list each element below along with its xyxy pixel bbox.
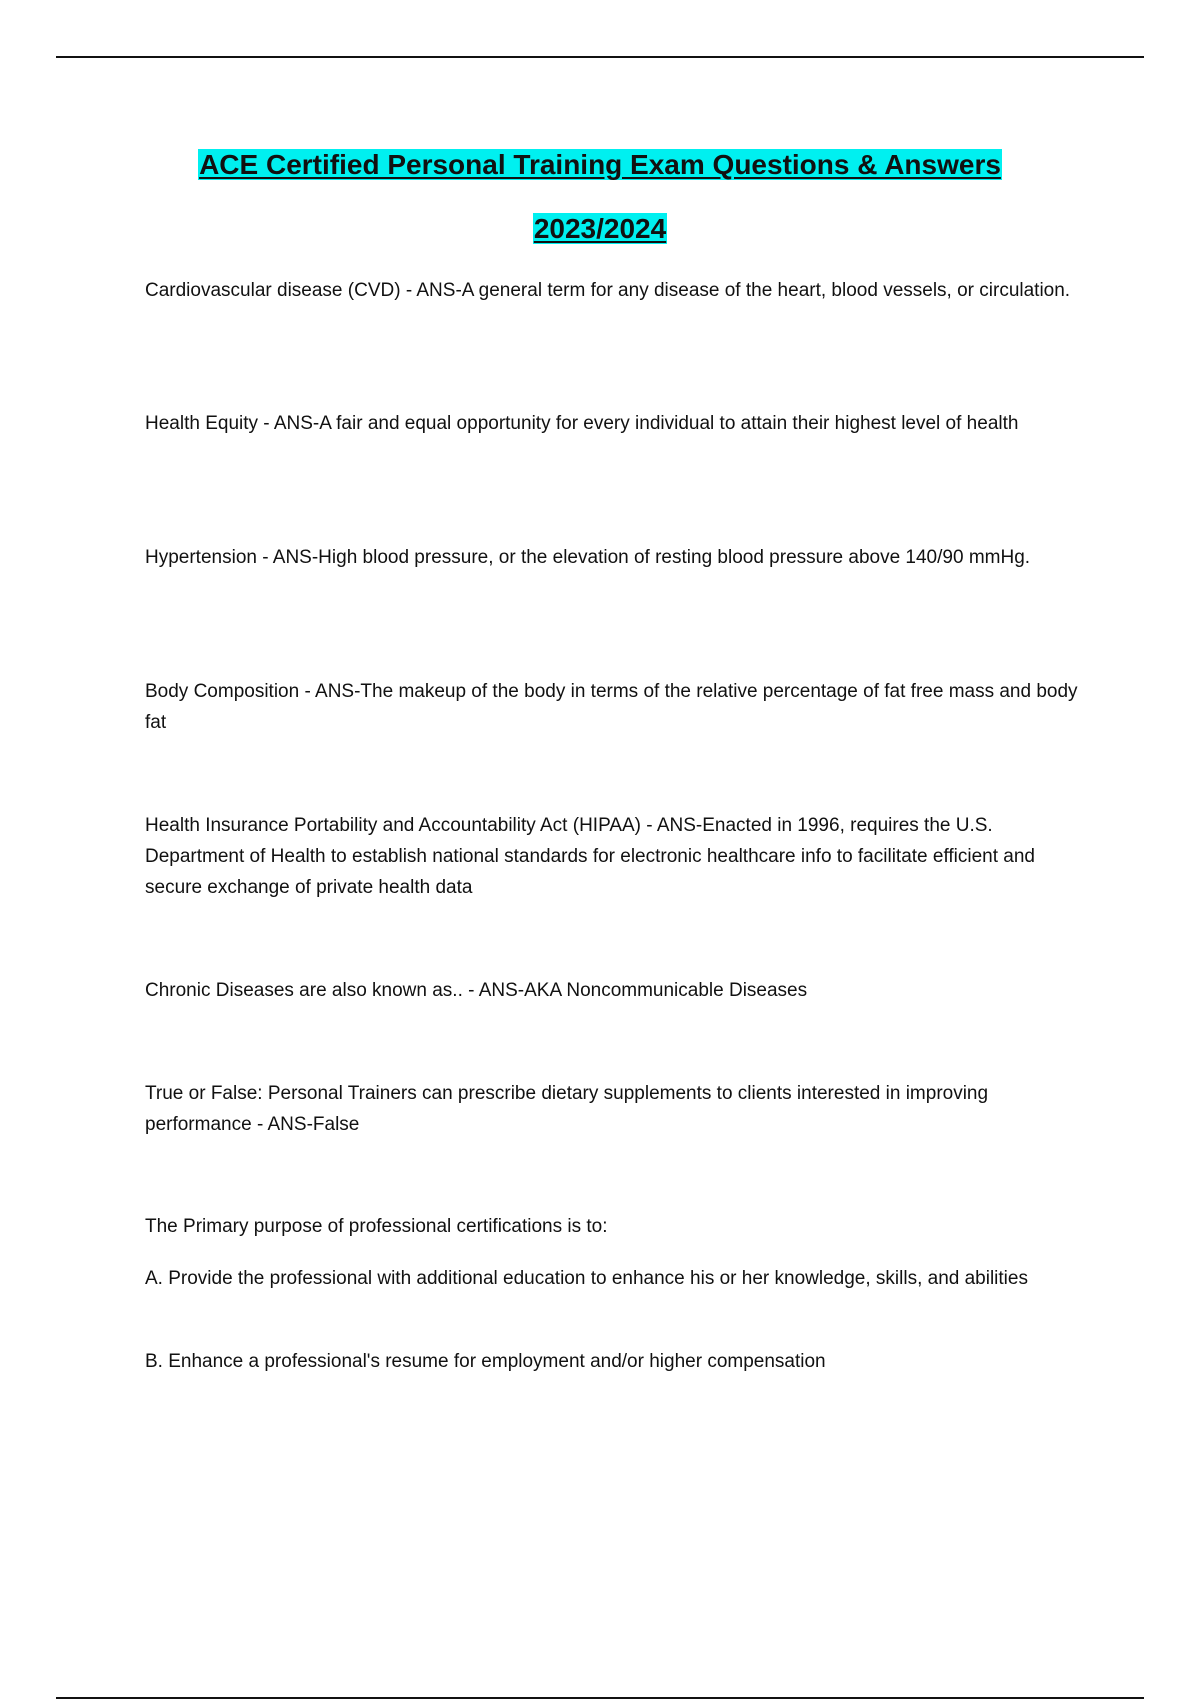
- qa-entry-hypertension: Hypertension - ANS-High blood pressure, or the elevation of resting blood pressure above 140/90 mmHg.: [145, 547, 1031, 568]
- qa-entry-cvd: Cardiovascular disease (CVD) - ANS-A general term for any disease of the heart, blood vessels, or circulation.: [145, 280, 1071, 301]
- answer-option-a: A. Provide the professional with additional education to enhance his or her knowledge, skills, and abilities: [145, 1268, 1028, 1289]
- qa-entry-hipaa: Health Insurance Portability and Accountability Act (HIPAA) - ANS-Enacted in 1996, requires the U.S. Department of Health to establish national standards for electronic healthcare info to facilitate efficient and secure exchange of private health data: [145, 815, 1036, 898]
- title-line-1: ACE Certified Personal Training Exam Questions & Answers: [199, 149, 1001, 180]
- qa-entry-body-composition: Body Composition - ANS-The makeup of the body in terms of the relative percentage of fat free mass and body fat: [145, 681, 1078, 733]
- answer-option-b: B. Enhance a professional's resume for employment and/or higher compensation: [145, 1351, 826, 1372]
- document-title: [0, 148, 1200, 182]
- question-certification-purpose: The Primary purpose of professional certifications is to:: [145, 1216, 608, 1237]
- qa-entry-health-equity: Health Equity - ANS-A fair and equal opportunity for every individual to attain their highest level of health: [145, 413, 1019, 434]
- qa-entry-supplements: True or False: Personal Trainers can prescribe dietary supplements to clients interested in improving performance - ANS-False: [145, 1083, 989, 1135]
- bottom-divider: [56, 1697, 1144, 1699]
- top-divider: [56, 56, 1144, 58]
- document-subtitle: [0, 212, 1200, 246]
- qa-entry-chronic-diseases: Chronic Diseases are also known as.. - ANS-AKA Noncommunicable Diseases: [145, 980, 808, 1001]
- title-line-2: 2023/2024: [533, 213, 667, 244]
